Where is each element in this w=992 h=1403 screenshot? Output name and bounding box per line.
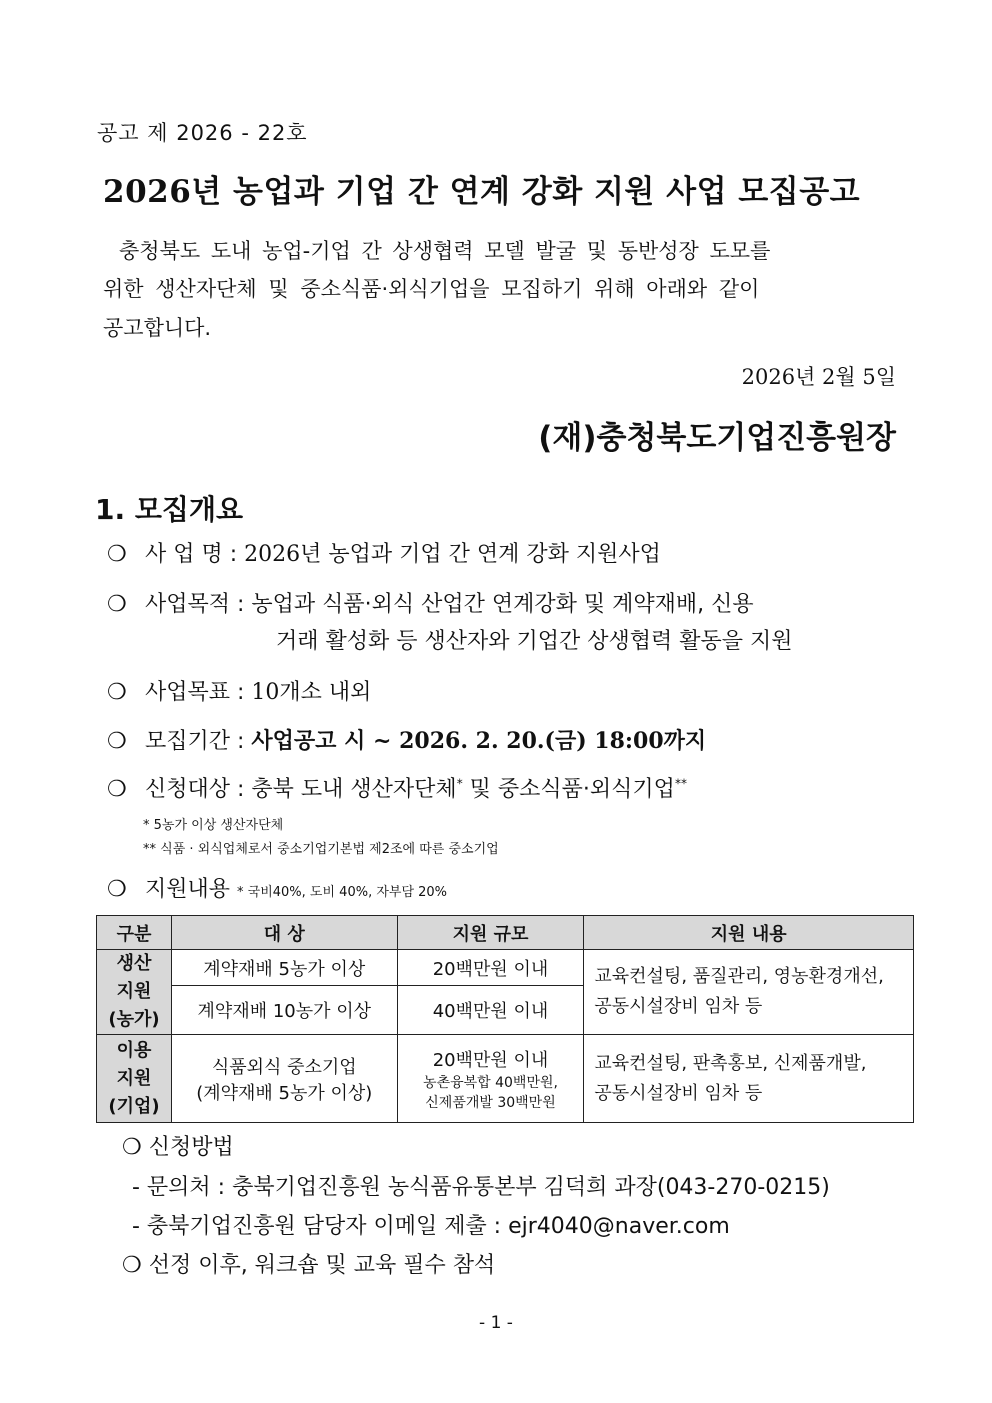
- support-table: [96, 915, 914, 1123]
- intro-line-1: 충청북도 도내 농업-기업 간 상생협력 모델 발굴 및 동반성장 도모를: [119, 239, 771, 263]
- table-header: 대 상: [171, 916, 397, 950]
- announcement-date: 2026년 2월 5일: [741, 365, 896, 389]
- section-heading: 1. 모집개요: [95, 493, 244, 526]
- circle-bullet-icon: ❍: [107, 777, 127, 802]
- item-label: 모집기간 :: [145, 729, 245, 754]
- table-cell: [171, 1035, 397, 1123]
- item-purpose: [107, 587, 754, 618]
- page-number: - 1 -: [479, 1313, 513, 1333]
- email-line: - 충북기업진흥원 담당자 이메일 제출 : ejr4040@naver.com: [132, 1214, 730, 1239]
- table-header: 지원 규모: [397, 916, 584, 950]
- item-value: 2026년 농업과 기업 간 연계 강화 지원사업: [244, 542, 661, 567]
- item-value: 사업공고 시 ~ 2026. 2. 20.(금) 18:00까지: [251, 728, 707, 754]
- item-period: [107, 724, 706, 755]
- circle-bullet-icon: ❍: [107, 542, 127, 567]
- table-cell: 계약재배 5농가 이상: [171, 950, 397, 986]
- circle-bullet-icon: ❍: [107, 592, 127, 617]
- circle-bullet-icon: ❍: [107, 877, 127, 902]
- item-value: 10개소 내외: [251, 680, 372, 705]
- item-goal: [107, 675, 371, 706]
- footnote-mark: *: [456, 776, 463, 791]
- table-cell: [397, 1035, 584, 1123]
- item-value: 및 중소식품·외식기업: [462, 777, 675, 802]
- table-cell: 40백만원 이내: [397, 986, 584, 1035]
- table-cell: 계약재배 10농가 이상: [171, 986, 397, 1035]
- table-header: 지원 내용: [584, 916, 914, 950]
- circle-bullet-icon: ❍: [107, 729, 127, 754]
- category-usage: 이용 지원 (기업): [97, 1035, 172, 1123]
- footnote-1: * 5농가 이상 생산자단체: [143, 818, 284, 833]
- item-label: 사업목표 :: [145, 680, 245, 705]
- item-value: 농업과 식품·외식 산업간 연계강화 및 계약재배, 신용: [251, 592, 754, 617]
- cell-line: 농촌융복합 40백만원,: [423, 1074, 558, 1091]
- footnote-2: ** 식품 · 외식업체로서 중소기업기본법 제2조에 따른 중소기업: [143, 842, 499, 857]
- intro-line-3: 공고합니다.: [103, 316, 212, 340]
- support-ratio-note: * 국비40%, 도비 40%, 자부담 20%: [237, 885, 448, 900]
- item-support: [107, 872, 447, 903]
- organization-name: (재)충청북도기업진흥원장: [538, 420, 896, 456]
- table-cell: 교육컨설팅, 판촉홍보, 신제품개발, 공동시설장비 임차 등: [584, 1035, 914, 1123]
- table-cell: 20백만원 이내: [397, 950, 584, 986]
- item-label: 사 업 명 :: [145, 542, 238, 567]
- circle-bullet-icon: ❍: [107, 680, 127, 705]
- table-cell: 교육컨설팅, 품질관리, 영농환경개선, 공동시설장비 임차 등: [584, 950, 914, 1035]
- footnote-mark: **: [674, 776, 687, 791]
- item-label: 사업목적 :: [145, 592, 245, 617]
- item-label: 지원내용: [145, 877, 231, 902]
- item-label: 신청대상 :: [145, 777, 245, 802]
- page-title: 2026년 농업과 기업 간 연계 강화 지원 사업 모집공고: [103, 174, 861, 210]
- contact-line: - 문의처 : 충북기업진흥원 농식품유통본부 김덕희 과장(043-270-0215): [132, 1175, 830, 1200]
- cell-line: 20백만원 이내: [432, 1049, 549, 1071]
- cell-line: 식품외식 중소기업: [211, 1056, 357, 1078]
- attendance-line: ❍ 선정 이후, 워크숍 및 교육 필수 참석: [122, 1253, 496, 1278]
- category-production: 생산 지원 (농가): [97, 950, 172, 1035]
- item-value-continued: 거래 활성화 등 생산자와 기업간 상생협력 활동을 지원: [276, 629, 793, 654]
- notice-number: 공고 제 2026 - 22호: [97, 121, 308, 145]
- intro-line-2: 위한 생산자단체 및 중소식품·외식기업을 모집하기 위해 아래와 같이: [103, 277, 760, 301]
- item-value: 충북 도내 생산자단체: [251, 777, 457, 802]
- table-row: [97, 1035, 914, 1123]
- apply-method-heading: ❍ 신청방법: [122, 1135, 234, 1160]
- cell-line: (계약재배 5농가 이상): [196, 1082, 373, 1104]
- cell-line: 신제품개발 30백만원: [425, 1094, 556, 1111]
- table-header-row: [97, 916, 914, 950]
- item-project-name: [107, 537, 661, 568]
- item-target: [107, 772, 687, 803]
- table-header: 구분: [97, 916, 172, 950]
- table-row: [97, 950, 914, 986]
